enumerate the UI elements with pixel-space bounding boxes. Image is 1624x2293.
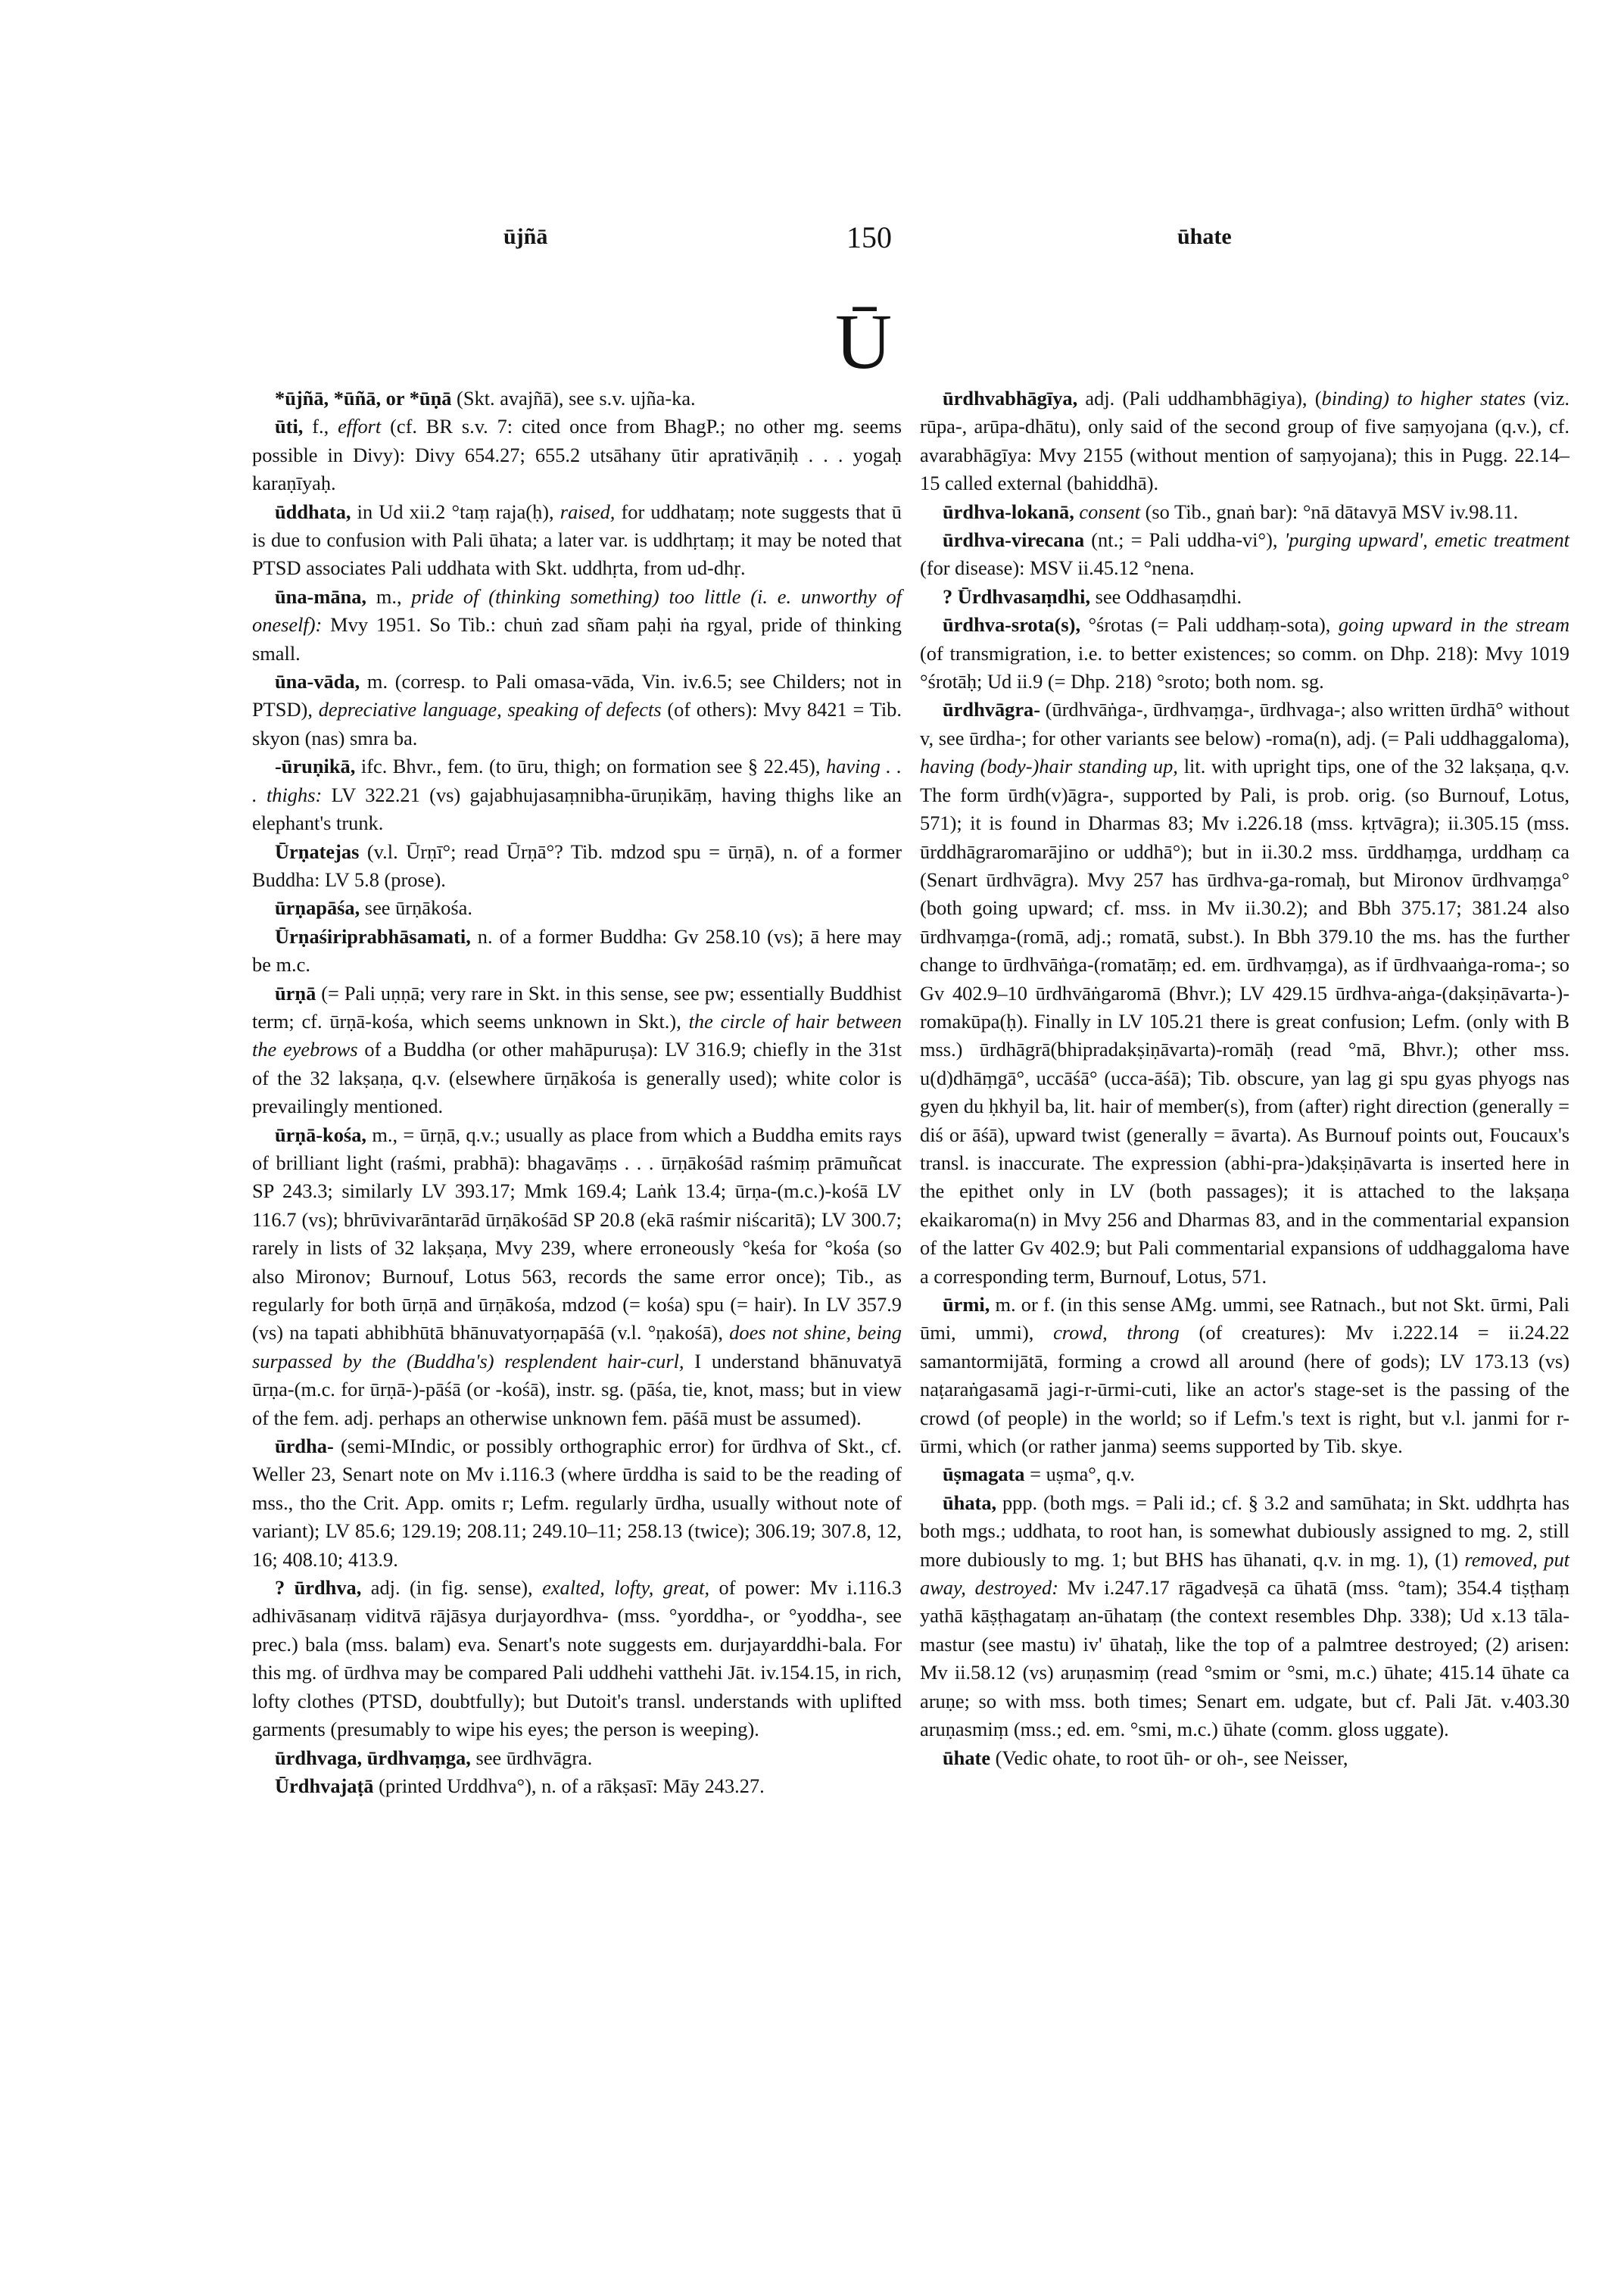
dictionary-entry xyxy=(252,413,902,497)
dictionary-entry xyxy=(252,1772,902,1800)
dictionary-entry xyxy=(252,1432,902,1574)
entry-text: see Oddhasaṃdhi. xyxy=(1090,584,1242,608)
entry-headword: -ūruṇikā, xyxy=(275,755,356,778)
entry-headword: ūrdhvaga, ūrdhvaṃga, xyxy=(275,1746,471,1769)
entry-text: m., = ūrṇā, q.v.; usually as place from which a Buddha emits rays of brilliant light (raśmi, prabhā): bhagavāṃs . . . ūrṇākośād raśmiṃ prāmuñcat SP 243.3; similarly LV 393.17; Mmk 169.4; Laṅk 13.4; ūrṇa-(m.c.)-kośā LV 116.7 (vs); bhrūvivarāntarād ūrṇākośād SP 20.8 (ekā raśmir niścaritā); LV 300.7; rarely in lists of 32 lakṣaṇa, Mvy 239, where erroneously °keśa for °kośa (so also Mironov; Burnouf, Lotus 563, records the same error once); Tib., as regularly for both ūrṇā and ūrṇākośa, mdzod (= kośa) spu (= hair). In LV 357.9 (vs) na tapati abhibhūtā bhānuvatyorṇapāśā (v.l. °ṇakośā), xyxy=(252,1123,902,1344)
entry-text: (for disease): MSV ii.45.12 °nena. xyxy=(920,556,1195,580)
entry-text: see ūrdhvāgra. xyxy=(470,1746,593,1769)
dictionary-entry xyxy=(920,1489,1569,1744)
entry-gloss: consent xyxy=(1079,500,1141,523)
entry-text: f., xyxy=(303,415,338,438)
entry-text: of power: Mv i.116.3 adhivāsanaṃ viditvā rājāsya durjayordhva- (mss. °yorddha-, or °yoddha-, see prec.) bala (mss. balam) eva. Senart's note suggests em. durjayarddhi-bala. For this mg. of ūrdhva may be compared Pali uddhehi vatthehi Jāt. iv.154.15, in rich, lofty clothes (PTSD, doubtfully); but Dutoit's transl. understands with uplifted garments (presumably to wipe his eyes; the person is weeping). xyxy=(252,1576,902,1741)
entry-text: (ūrdhvāṅga-, ūrdhvaṃga-, ūrdhvaga-; also written ūrdhā° without v, see ūrdha-; for other variants see below) -roma(n), adj. (= Pali uddhaggaloma), xyxy=(920,698,1569,749)
dictionary-entry xyxy=(252,1121,902,1432)
dictionary-entry xyxy=(920,1460,1569,1488)
entry-text: I understand bhānuvatyā ūrṇa-(m.c. for ūrṇā-)-pāśā (or -kośā), instr. sg. (pāśa, tie, knot, mass; but in view of the fem. adj. perhaps an otherwise unknown fem. pāśā must be assumed). xyxy=(252,1349,902,1429)
dictionary-entry xyxy=(920,498,1569,526)
dictionary-entry xyxy=(252,1744,902,1772)
entry-gloss: having (body-)hair standing up, xyxy=(920,755,1178,778)
entry-text: see ūrṇākośa. xyxy=(360,896,472,920)
dictionary-entry xyxy=(252,923,902,980)
dictionary-entry xyxy=(252,583,902,668)
entry-text: Mv i.247.17 rāgadveṣā ca ūhatā (mss. °tam); 354.4 tiṣṭhaṃ yathā kāṣṭhagataṃ an-ūhataṃ (the context resembles Dhp. 338); Ud x.13 tāla-mastur (see mastu) iv' ūhataḥ, like the top of a palmtree destroyed; (2) arisen: Mv ii.58.12 (vs) aruṇasmiṃ (read °smim or °smi, m.c.) ūhate; 415.14 ūhate ca aruṇe; so with mss. both times; Senart em. udgate, but cf. Pali Jāt. v.403.30 aruṇasmiṃ (mss.; ed. em. °smi, m.c.) ūhate (comm. gloss uggate). xyxy=(920,1576,1569,1741)
entry-text: adj. (in fig. sense), xyxy=(361,1576,543,1600)
entry-headword: ūṣmagata xyxy=(943,1463,1025,1486)
dictionary-entry xyxy=(920,611,1569,696)
entry-text: (of others): Mvy 8421 = Tib. skyon (nas) smra ba. xyxy=(252,698,902,749)
running-header-left: ūjñā xyxy=(503,224,548,249)
entry-text: (Vedic ohate, to root ūh- or oh-, see Neisser, xyxy=(990,1746,1348,1769)
entry-headword: ūrdha- xyxy=(275,1435,334,1458)
section-letter: Ū xyxy=(835,298,893,385)
dictionary-entry xyxy=(252,498,902,583)
left-column xyxy=(252,385,902,1800)
dictionary-entry xyxy=(920,1291,1569,1460)
entry-text: LV 322.21 (vs) gajabhujasaṃnibha-ūruṇikāṃ, having thighs like an elephant's trunk. xyxy=(252,783,902,835)
dictionary-entry xyxy=(252,668,902,752)
entry-text: for uddhataṃ; note suggests that ū is due to confusion with Pali ūhata; a later var. is uddhṛtaṃ; it may be noted that PTSD associates Pali uddhata with Skt. uddhṛta, from ud-dhṛ. xyxy=(252,500,902,580)
entry-headword: Ūrṇaśiriprabhāsamati, xyxy=(275,924,471,948)
entry-text: ifc. Bhvr., fem. (to ūru, thigh; on formation see § 22.45), xyxy=(355,755,826,778)
entry-gloss: depreciative language, speaking of defects xyxy=(318,698,662,721)
entry-text: lit. with upright tips, one of the 32 lakṣaṇa, q.v. The form ūrdh(v)āgra-, supported by Pali, is prob. orig. (so Burnouf, Lotus, 571); it is found in Dharmas 83; Mv i.226.18 (mss. kṛtvāgra); ii.305.15 (mss. ūrddhāgraromarājino or uddhā°); but in ii.30.2 mss. ūrddhaṃga, urddhaṃ ca (Senart ūrdhvāgra). Mvy 257 has ūrdhva-ga-romaḥ, but Mironov ūrdhvaṃga° (both going upward; cf. mss. in Mv ii.30.2); and Bbh 375.17; 381.24 also ūrdhvaṃga-(romā, adj.; romatā, subst.). In Bbh 379.10 the ms. has the further change to ūrdhvāṅga-(romatāṃ; ed. em. ūrdhvaṃga), as if ūrdhvaaṅga-roma-; so Gv 402.9–10 ūrdhvāṅgaromā (Bhvr.); LV 429.15 ūrdhva-aṅga-(dakṣiṇāvarta-)-romakūpa(ḥ). Finally in LV 105.21 there is great confusion; Lefm. (only with B mss.) ūrdhāgrā(bhipradakṣiṇāvarta)-romāḥ (read °mā, Bhvr.); other mss. u(d)dhāṃgā°, uccāśā° (ucca-āśā); Tib. obscure, yan lag gi spu gyas phyogs nas gyen du ḥkhyil ba, lit. hair of member(s), from (after) right direction (generally = diś or āśā), upward twist (generally = āvarta). As Burnouf points out, Foucaux's transl. is inaccurate. The expression (abhi-pra-)dakṣiṇāvarta is inserted here in the epithet only in LV (both passages); it is attached to the lakṣaṇa ekaikaroma(n) in Mvy 256 and Dharmas 83, and in the commentarial expansion of the latter Gv 402.9; but Pali commentarial expansions of uddhaggaloma have a corresponding term, Burnouf, Lotus, 571. xyxy=(920,755,1569,1288)
entry-headword: ūrdhvāgra- xyxy=(943,698,1041,721)
entry-text: (of transmigration, i.e. to better existences; so comm. on Dhp. 218): Mvy 1019 °śrotāḥ; Ud ii.9 (= Dhp. 218) °sroto; both nom. sg. xyxy=(920,641,1569,693)
entry-text: ppp. (both mgs. = Pali id.; cf. § 3.2 and samūhata; in Skt. uddhṛta has both mgs.; uddhata, to root han, is somewhat dubiously assigned to mg. 2, still more dubiously to mg. 1; but BHS has ūhanati, q.v. in mg. 1), (1) xyxy=(920,1491,1569,1571)
entry-gloss: effort xyxy=(338,415,382,438)
entry-headword: ? Ūrdhvasaṃdhi, xyxy=(943,584,1091,608)
entry-gloss: exalted, lofty, great, xyxy=(542,1576,710,1600)
dictionary-entry xyxy=(252,752,902,837)
entry-headword: ūrdhva-srota(s), xyxy=(943,613,1081,637)
entry-gloss: having . . . thighs: xyxy=(252,755,902,806)
entry-text: (semi-MIndic, or possibly orthographic error) for ūrdhva of Skt., cf. Weller 23, Senart note on Mv i.116.3 (where ūrddha is said to be the reading of mss., tho the Crit. App. omits r; Lefm. regularly ūrdha, usually without note of variant); LV 85.6; 129.19; 208.11; 249.10–11; 258.13 (twice); 306.19; 307.8, 12, 16; 408.10; 413.9. xyxy=(252,1435,902,1571)
entry-gloss: binding) to higher states xyxy=(1321,387,1526,410)
entry-headword: ūna-vāda, xyxy=(275,670,360,693)
entry-text: m., xyxy=(366,584,412,608)
entry-text: of a Buddha (or other mahāpuruṣa): LV 316.9; chiefly in the 31st of the 32 lakṣaṇa, q.v. (elsewhere ūrṇākośa is generally used); white color is prevailingly mentioned. xyxy=(252,1038,902,1118)
entry-text: m. (corresp. to Pali omasa-vāda, Vin. iv.6.5; see Childers; not in PTSD), xyxy=(252,670,902,721)
entry-headword: ūrṇā-kośa, xyxy=(275,1123,366,1146)
entry-text: (nt.; = Pali uddha-vi°), xyxy=(1084,528,1285,552)
entry-text: n. of a former Buddha: Gv 258.10 (vs); ā here may be m.c. xyxy=(252,924,902,977)
entry-text: (so Tib., gnaṅ bar): °nā dātavyā MSV iv.98.11. xyxy=(1140,500,1519,523)
entry-text: (v.l. Ūrṇī°; read Ūrṇā°? Tib. mdzod spu = ūrṇā), n. of a former Buddha: LV 5.8 (prose). xyxy=(252,840,902,891)
entry-headword: ūhata, xyxy=(943,1491,997,1514)
dictionary-entry xyxy=(252,385,902,413)
entry-headword: ūrdhva-lokanā, xyxy=(943,500,1074,523)
dictionary-entry xyxy=(252,838,902,895)
dictionary-entry xyxy=(920,583,1569,611)
entry-text: adj. (Pali uddhambhāgiya), ( xyxy=(1077,387,1322,410)
entry-text: (of creatures): Mv i.222.14 = ii.24.22 samantormijātā, forming a crowd all around (here of gods); LV 173.13 (vs) naṭaraṅgasamā jagi-r-ūrmi-cuti, like an actor's stage-set is the passing of the crowd (of people) in the world; so if Lefm.'s text is right, but v.l. janmi for r-ūrmi, which (or rather janma) seems supported by Tib. skye. xyxy=(920,1321,1569,1458)
entry-headword: ūhate xyxy=(943,1746,991,1769)
entry-headword: ūrmi, xyxy=(943,1293,990,1316)
entry-text: °śrotas (= Pali uddhaṃ-sota), xyxy=(1080,613,1339,637)
dictionary-entry xyxy=(252,980,902,1121)
entry-headword: ūddhata, xyxy=(275,500,351,523)
right-column xyxy=(920,385,1569,1772)
entry-gloss: 'purging upward', emetic treatment xyxy=(1284,528,1569,552)
entry-text: (= Pali uṇṇā; very rare in Skt. in this sense, see pw; essentially Buddhist term; cf. ūrṇā-kośa, which seems unknown in Skt.), xyxy=(252,981,902,1033)
entry-headword: Ūrṇatejas xyxy=(275,840,360,863)
running-header-right: ūhate xyxy=(1177,224,1232,249)
dictionary-entry xyxy=(252,894,902,922)
entry-gloss: the circle of hair between the eyebrows xyxy=(252,1009,902,1061)
entry-headword: ūti, xyxy=(275,415,304,438)
entry-text: m. or f. (in this sense AMg. ummi, see Ratnach., but not Skt. ūrmi, Pali ūmi, ummi), xyxy=(920,1293,1569,1344)
entry-text: (printed Urddhva°), n. of a rākṣasī: Māy 243.27. xyxy=(373,1774,765,1797)
entry-text: (cf. BR s.v. 7: cited once from BhagP.; no other mg. seems possible in Divy): Divy 654.27; 655.2 utsāhany ūtir aprativāṇiḥ . . . yogaḥ karaṇīyaḥ. xyxy=(252,415,902,495)
entry-gloss: raised, xyxy=(560,500,616,523)
entry-headword: ūrṇā xyxy=(275,981,316,1005)
entry-text: in Ud xii.2 °taṃ raja(ḥ), xyxy=(351,500,560,523)
entry-text: (viz. rūpa-, arūpa-dhātu), only said of the second group of five saṃyojana (q.v.), cf. avarabhāgīya: Mvy 2155 (without mention of saṃyojana); this in Pugg. 22.14–15 called external (bahiddhā). xyxy=(920,387,1570,495)
dictionary-entry xyxy=(920,385,1569,498)
entry-headword: ? ūrdhva, xyxy=(275,1576,362,1600)
entry-headword: ūrdhvabhāgīya, xyxy=(943,387,1078,410)
entry-headword: Ūrdhvajaṭā xyxy=(275,1774,374,1797)
dictionary-entry xyxy=(920,1744,1569,1772)
entry-text: Mvy 1951. So Tib.: chuṅ zad sñam paḥi ṅa rgyal, pride of thinking small. xyxy=(252,613,902,665)
entry-gloss: does not shine, being surpassed by the (Buddha's) resplendent hair-curl, xyxy=(252,1321,902,1372)
dictionary-entry xyxy=(920,696,1569,1291)
entry-text: (Skt. avajñā), see s.v. ujña-ka. xyxy=(451,387,696,410)
entry-text: = uṣma°, q.v. xyxy=(1024,1463,1135,1486)
page-number: 150 xyxy=(846,220,892,254)
dictionary-entry xyxy=(252,1574,902,1743)
dictionary-entry xyxy=(920,526,1569,583)
entry-gloss: removed, put away, destroyed: xyxy=(920,1547,1569,1600)
entry-headword: ūrṇapāśa, xyxy=(275,896,360,920)
entry-gloss: going upward in the stream xyxy=(1338,613,1570,637)
entry-headword: *ūjñā, *ūñā, or *ūṇā xyxy=(275,387,452,410)
entry-headword: ūna-māna, xyxy=(275,584,366,608)
entry-gloss: pride of (thinking something) too little (i. e. unworthy of oneself): xyxy=(252,584,902,637)
entry-gloss: crowd, throng xyxy=(1053,1321,1180,1344)
entry-headword: ūrdhva-virecana xyxy=(943,528,1085,552)
